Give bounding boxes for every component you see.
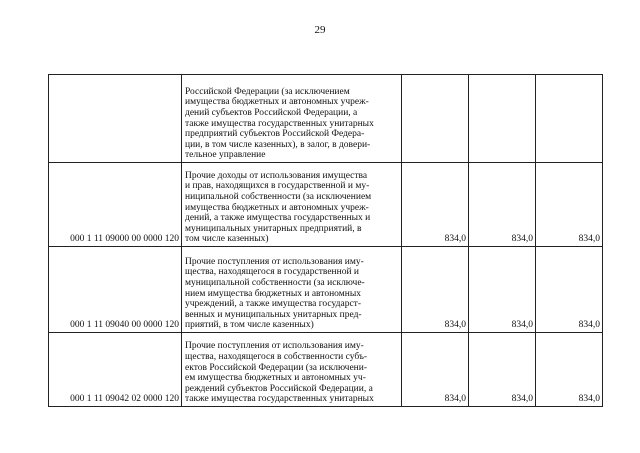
- description-cell: [182, 247, 402, 333]
- description-line: тельное управление: [185, 150, 266, 161]
- description-line: муниципальных унитарных предприятий, в: [185, 223, 362, 234]
- description-line: ции, в том числе казенных), в залог, в довери-: [185, 139, 371, 150]
- description-line: Прочие поступления от использования иму-: [185, 256, 364, 267]
- description-cell: [182, 163, 402, 247]
- description-line: муниципальной собственности (за исключе-: [185, 278, 365, 289]
- table-row: [49, 163, 603, 247]
- description-cell: [182, 333, 402, 407]
- description-line: приятий, в том числе казенных): [185, 320, 314, 331]
- description-line: имущества бюджетных и автономных учреж-: [185, 97, 369, 108]
- value-cell: 834,0: [469, 333, 536, 407]
- description-line: щества, находящегося в собственности субъ-: [185, 352, 368, 363]
- value-cell: 834,0: [536, 333, 603, 407]
- description-line: дений, а также имущества государственных и: [185, 213, 371, 224]
- budget-code-cell: 000 1 11 09040 00 0000 120: [49, 247, 182, 333]
- description-line: учреждений, а также имущества государст-: [185, 299, 361, 310]
- description-line: и прав, находящихся в государственной и му-: [185, 181, 370, 192]
- table-row: [49, 75, 603, 163]
- budget-code-cell: [49, 75, 182, 163]
- description-line: Прочие поступления от использования иму-: [185, 341, 364, 352]
- budget-table: [48, 74, 603, 407]
- value-cell: [536, 75, 603, 163]
- description-line: дений субъектов Российской Федерации, а: [185, 108, 358, 119]
- table-row: [49, 247, 603, 333]
- description-line: щества, находящегося в государственной и: [185, 267, 359, 278]
- description-line: также имущества государственных унитарных: [185, 394, 374, 405]
- description-line: имущества бюджетных и автономных учреж-: [185, 202, 369, 213]
- description-line: том числе казенных): [185, 234, 269, 245]
- description-line: Российской Федерации (за исключением: [185, 86, 350, 97]
- budget-code-cell: 000 1 11 09000 00 0000 120: [49, 163, 182, 247]
- value-cell: [469, 75, 536, 163]
- budget-code-cell: 000 1 11 09042 02 0000 120: [49, 333, 182, 407]
- description-line: также имущества государственных унитарных: [185, 118, 374, 129]
- description-line: Прочие доходы от использования имущества: [185, 170, 368, 181]
- value-cell: 834,0: [402, 163, 469, 247]
- description-line: предприятий субъектов Российской Федера-: [185, 129, 365, 140]
- description-line: венных и муниципальных унитарных пред-: [185, 309, 362, 320]
- value-cell: 834,0: [469, 163, 536, 247]
- value-cell: [402, 75, 469, 163]
- description-line: реждений субъектов Российской Федерации, а: [185, 383, 373, 394]
- description-line: ем имущества бюджетных и автономных уч-: [185, 373, 366, 384]
- description-line: нием имущества бюджетных и автономных: [185, 288, 361, 299]
- description-line: ниципальной собственности (за исключением: [185, 192, 372, 203]
- value-cell: 834,0: [469, 247, 536, 333]
- page-number: 29: [314, 24, 326, 36]
- description-line: ектов Российской Федерации (за исключени-: [185, 362, 368, 373]
- value-cell: 834,0: [402, 247, 469, 333]
- value-cell: 834,0: [536, 163, 603, 247]
- value-cell: 834,0: [402, 333, 469, 407]
- table-row: [49, 333, 603, 407]
- value-cell: 834,0: [536, 247, 603, 333]
- description-cell: [182, 75, 402, 163]
